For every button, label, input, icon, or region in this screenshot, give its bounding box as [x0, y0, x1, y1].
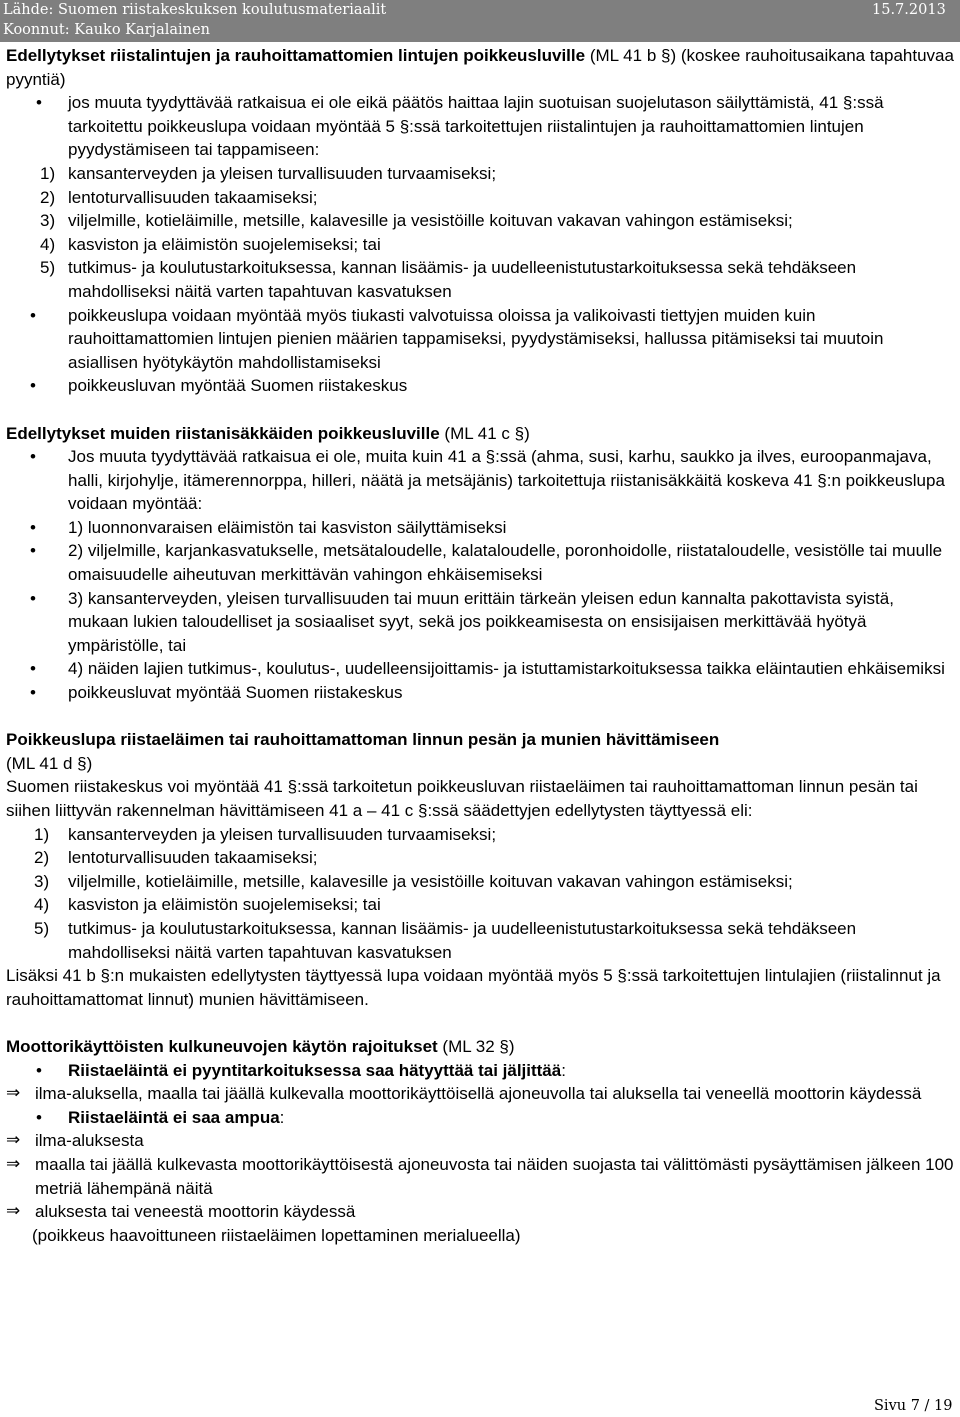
- numbered-item: [6, 823, 958, 847]
- list-item: [6, 516, 958, 540]
- arrow-item: [6, 1129, 958, 1153]
- list-item: [6, 657, 958, 681]
- section-vehicle-restrictions: [6, 1035, 958, 1247]
- section-title: Moottorikäyttöisten kulkuneuvojen käytön rajoitukset: [6, 1036, 438, 1056]
- bullet-icon: •: [30, 541, 36, 561]
- section-heading: [6, 1035, 958, 1059]
- numbered-item: [6, 846, 958, 870]
- list-item-text: Riistaeläintä ei pyyntitarkoituksessa saa hätyyttää tai jäljittää: [68, 1060, 562, 1080]
- double-arrow-icon: ⇒: [6, 1153, 21, 1174]
- item-text: tutkimus- ja koulutustarkoituksessa, kannan lisäämis- ja uudelleenistutustarkoituksessa sekä tehdäkseen mahdolliseksi näitä varten tapahtuvan kasvatuksen: [68, 258, 857, 301]
- arrow-item-text: ilma-aluksella, maalla tai jäällä kulkevalla moottorikäyttöisellä ajoneuvolla tai aluksella tai veneellä moottorin käydessä: [35, 1084, 922, 1104]
- arrow-item: [6, 1200, 958, 1224]
- list-item: [6, 445, 958, 516]
- list-item-text: jos muuta tyydyttävää ratkaisua ei ole eikä päätös haittaa lajin suotuisan suojelutason säilyttämistä, 41 §:ssä tarkoitettu poikkeuslupa voidaan myöntää 5 §:ssä tarkoitettujen riistalintujen ja rauhoittamattomien lintujen pyydystämiseen tai tappamiseen:: [68, 93, 884, 160]
- bullet-icon: •: [30, 376, 36, 396]
- item-number: 4): [34, 895, 50, 915]
- list-item-text: Riistaeläintä ei saa ampua: [68, 1107, 280, 1127]
- bullet-icon: •: [30, 517, 36, 537]
- item-number: 2): [40, 187, 56, 207]
- section-title-tail: (ML 41 c §): [439, 423, 530, 443]
- list-item-text: Jos muuta tyydyttävää ratkaisua ei ole, muita kuin 41 a §:ssä (ahma, susi, karhu, saukko ja ilves, euroopanmajava, halli, kirjohylje, itämerennorppa, hilleri, näätä ja metsäjänis) tarkoitettuja riistanisäkkäitä koskeva 41 §:n poikkeuslupa voidaan myöntää:: [68, 447, 945, 514]
- item-text: kansanterveyden ja yleisen turvallisuuden turvaamiseksi;: [68, 163, 497, 183]
- item-text: tutkimus- ja koulutustarkoituksessa, kannan lisäämis- ja uudelleenistutustarkoituksessa sekä tehdäkseen mahdolliseksi näitä varten tapahtuvan kasvatuksen: [68, 918, 857, 962]
- arrow-item: [6, 1082, 958, 1106]
- arrow-item-text: aluksesta tai veneestä moottorin käydessä: [35, 1202, 356, 1222]
- header-source: Lähde: Suomen riistakeskuksen koulutusmateriaalit: [3, 2, 387, 18]
- bullet-icon: •: [30, 659, 36, 679]
- numbered-item: [6, 209, 958, 233]
- item-text: kasviston ja eläimistön suojelemiseksi; tai: [68, 895, 381, 915]
- bullet-icon: •: [30, 588, 36, 608]
- numbered-item: [6, 162, 958, 186]
- page-number: Sivu 7 / 19: [874, 1398, 953, 1414]
- bullet-icon: •: [36, 1060, 42, 1080]
- list-item-tail: :: [279, 1107, 285, 1127]
- bullet-icon: •: [36, 93, 42, 113]
- arrow-item: [6, 1153, 958, 1200]
- item-number: 5): [40, 258, 56, 278]
- document-body: [6, 44, 958, 1247]
- section-title: Edellytykset riistalintujen ja rauhoittamattomien lintujen poikkeusluville: [6, 46, 586, 65]
- list-item-tail: :: [561, 1060, 566, 1080]
- list-item: [6, 374, 958, 398]
- double-arrow-icon: ⇒: [6, 1083, 21, 1104]
- item-text: lentoturvallisuuden takaamiseksi;: [68, 848, 318, 868]
- numbered-item: [6, 870, 958, 894]
- arrow-item-text: ilma-aluksesta: [35, 1131, 144, 1151]
- numbered-item: [6, 233, 958, 257]
- item-number: 4): [40, 234, 56, 254]
- item-text: kansanterveyden ja yleisen turvallisuuden turvaamiseksi;: [68, 824, 497, 844]
- item-text: kasviston ja eläimistön suojelemiseksi; tai: [68, 234, 381, 254]
- double-arrow-icon: ⇒: [6, 1201, 21, 1222]
- header-compiler: Koonnut: Kauko Karjalainen: [3, 22, 210, 38]
- item-text: viljelmille, kotieläimille, metsille, kalavesille ja vesistöille koituvan vakavan vahingon estämiseksi;: [68, 871, 793, 891]
- item-number: 1): [40, 163, 56, 183]
- numbered-item: [6, 893, 958, 917]
- bullet-icon: •: [30, 305, 36, 325]
- list-item: [6, 1059, 958, 1083]
- section-heading: [6, 44, 958, 91]
- list-item: [6, 91, 958, 162]
- section-heading: [6, 422, 958, 446]
- section-intro: Suomen riistakeskus voi myöntää 41 §:ssä tarkoitetun poikkeusluvan riistaeläimen tai rauhoittamattoman linnun pesän tai siihen liittyvän rakennelman hävittämiseen 41 a – 41 c §:ssä säädettyjen edellytysten täyttyessä eli:: [6, 777, 918, 820]
- bullet-icon: •: [36, 1107, 42, 1127]
- list-item: [6, 587, 958, 658]
- section-mammal-exceptions: [6, 422, 958, 705]
- item-number: 5): [34, 918, 50, 938]
- list-item-text: poikkeusluvan myöntää Suomen riistakeskus: [68, 376, 408, 396]
- numbered-item: [6, 186, 958, 210]
- item-number: 1): [34, 824, 50, 844]
- list-item: [6, 1106, 958, 1130]
- item-text: lentoturvallisuuden takaamiseksi;: [68, 187, 318, 207]
- item-number: 3): [34, 871, 50, 891]
- list-item: [6, 681, 958, 705]
- list-item: [6, 304, 958, 375]
- section-title: Poikkeuslupa riistaeläimen tai rauhoittamattoman linnun pesän ja munien hävittämiseen: [6, 730, 720, 750]
- list-item-text: poikkeusluvat myöntää Suomen riistakeskus: [68, 683, 403, 703]
- item-text: viljelmille, kotieläimille, metsille, kalavesille ja vesistöille koituvan vakavan vahingon estämiseksi;: [68, 211, 793, 231]
- numbered-item: [6, 256, 958, 303]
- item-number: 3): [40, 211, 56, 231]
- section-bird-exceptions: [6, 44, 958, 398]
- numbered-item: [6, 917, 958, 964]
- section-title-tail: (ML 41 b §) (koskee rauhoitusaikana tapahtuvaa pyyntiä): [6, 46, 954, 89]
- bullet-icon: •: [30, 447, 36, 467]
- arrow-item-text: maalla tai jäällä kulkevasta moottorikäyttöisestä ajoneuvosta tai näiden suojasta tai välittömästi pysäyttämisen jälkeen 100 metriä lähempänä näitä: [35, 1154, 954, 1198]
- double-arrow-icon: ⇒: [6, 1130, 21, 1151]
- list-item-text: 4) näiden lajien tutkimus-, koulutus-, uudelleensijoittamis- ja istuttamistarkoituksessa taikka eläintautien ehkäisemiksi: [68, 659, 945, 679]
- bullet-icon: •: [30, 683, 36, 703]
- page-header: [0, 0, 960, 42]
- section-nest-destruction: [6, 728, 958, 1011]
- section-heading: [6, 728, 958, 752]
- section-outro: Lisäksi 41 b §:n mukaisten edellytysten täyttyessä lupa voidaan myöntää myös 5 §:ssä tarkoitettujen lintulajien (riistalinnut ja rauhoittamattomat linnut) munien hävittämiseen.: [6, 966, 941, 1009]
- section-title-tail: (ML 32 §): [437, 1036, 515, 1056]
- item-number: 2): [34, 848, 50, 868]
- list-item-text: poikkeuslupa voidaan myöntää myös tiukasti valvotuissa oloissa ja valikoivasti tiettyjen muiden kuin rauhoittamattomien lintujen pienien määrien tappamiseksi, pyydystämiseksi, hallussa pitämiseksi tai muutoin asiallisen hyötykäytön mahdollistamiseksi: [68, 305, 884, 372]
- list-item: [6, 539, 958, 586]
- header-date: 15.7.2013: [872, 2, 946, 18]
- section-reference: (ML 41 d §): [6, 753, 93, 773]
- list-item-text: 3) kansanterveyden, yleisen turvallisuuden tai muun erittäin tärkeän yleisen edun kannalta pakottavista syistä, mukaan lukien taloudelliset ja sosiaaliset syyt, sekä jos poikkeamisesta on ensisijaisen merkittävää hyötyä ympäristölle, tai: [68, 588, 894, 655]
- list-item-text: 1) luonnonvaraisen eläimistön tai kasviston säilyttämiseksi: [68, 517, 507, 537]
- section-title: Edellytykset muiden riistanisäkkäiden poikkeusluville: [6, 423, 440, 443]
- exception-note: (poikkeus haavoittuneen riistaeläimen lopettaminen merialueella): [32, 1225, 521, 1245]
- list-item-text: 2) viljelmille, karjankasvatukselle, metsätaloudelle, kalataloudelle, poronhoidolle, riistataloudelle, vesistölle tai muulle omaisuudelle aiheutuvan merkittävän vahingon ehkäisemiseksi: [68, 541, 943, 585]
